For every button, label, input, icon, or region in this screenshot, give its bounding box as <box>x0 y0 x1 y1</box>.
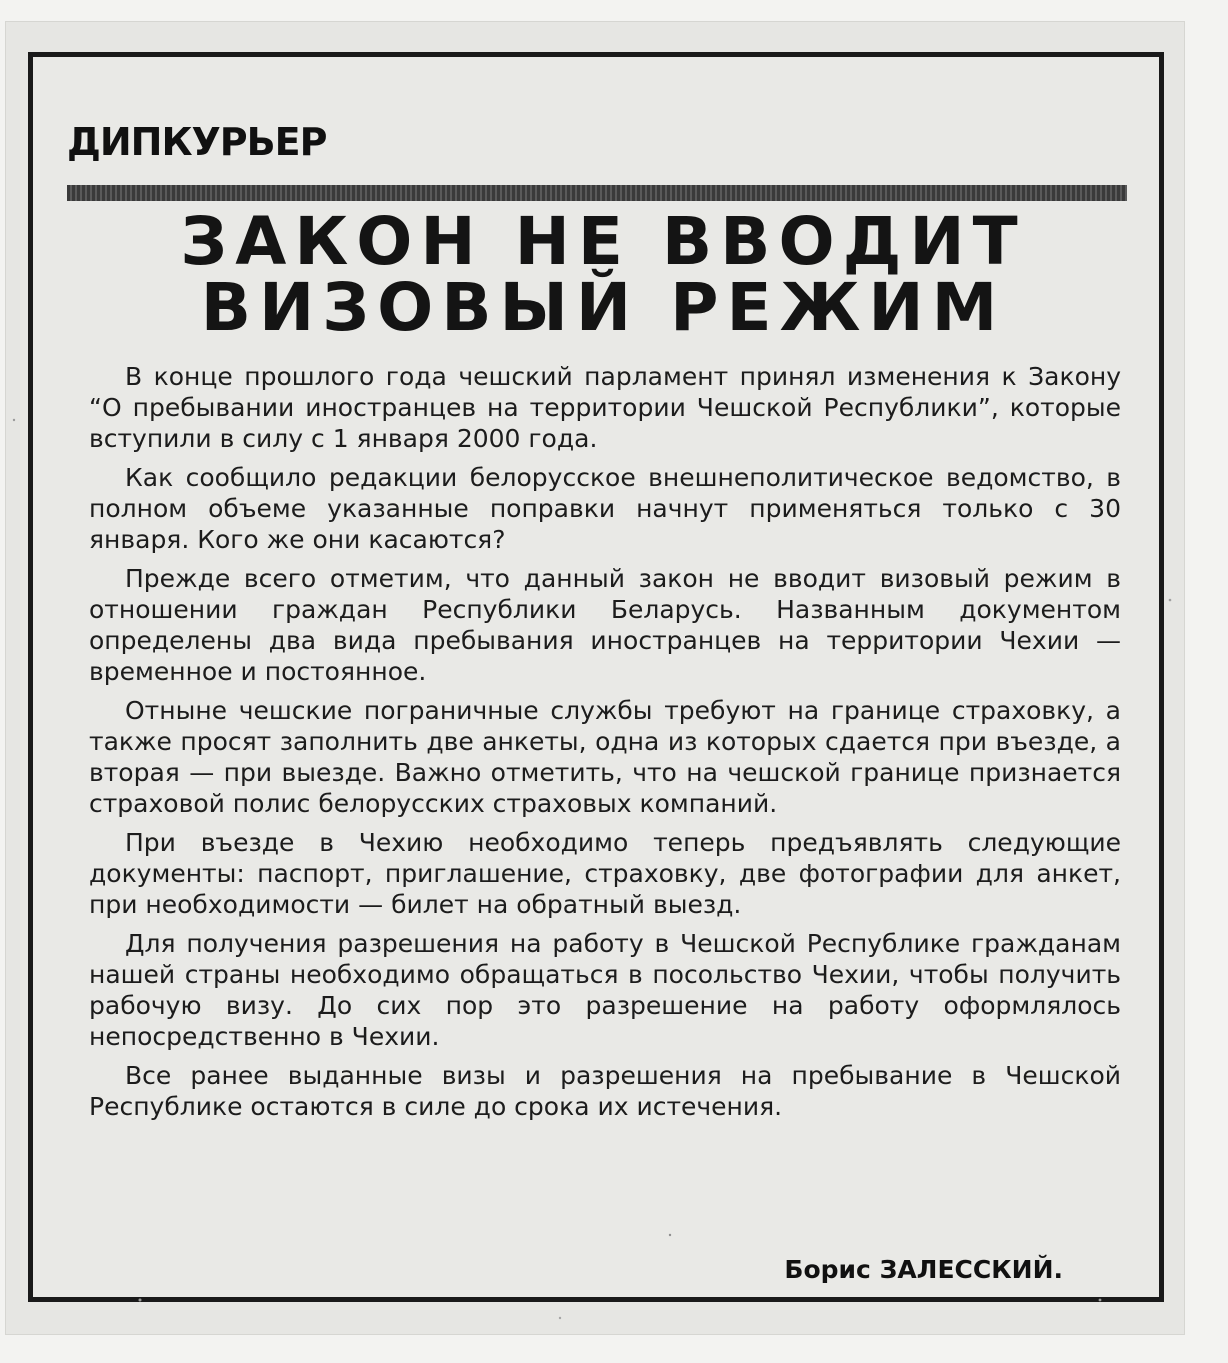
paragraph-4: Отныне чешские пограничные службы требуют на границе страховку, а также просят заполнить две анкеты, одна из которых сдается при въезде, а вторая — при выезде. Важно отметить, что на чешской границе признается страховой полис белорусских страховых компаний. <box>89 696 1121 818</box>
rubric-rule <box>67 185 1127 201</box>
headline <box>93 203 1113 346</box>
article-body <box>89 361 1121 1130</box>
paragraph-6: Для получения разрешения на работу в Чешской Республике гражданам нашей страны необходимо обращаться в посольство Чехии, чтобы получить рабочую визу. До сих пор это разрешение на работу оформлялось непосредственно в Чехии. <box>89 929 1121 1051</box>
paragraph-3: Прежде всего отметим, что данный закон не вводит визовый режим в отношении граждан Республики Беларусь. Названным документом определены два вида пребывания иностранцев на территории Чехии — временное и постоянное. <box>89 564 1121 686</box>
headline-line-1: ЗАКОН НЕ ВВОДИТ <box>180 203 1026 280</box>
newspaper-clipping <box>6 22 1184 1334</box>
paragraph-2: Как сообщило редакции белорусское внешнеполитическое ведомство, в полном объеме указанные поправки начнут применяться только с 30 января. Кого же они касаются? <box>89 463 1121 554</box>
byline: Борис ЗАЛЕССКИЙ. <box>784 1255 1063 1284</box>
rubric-title: ДИПКУРЬЕР <box>67 120 327 164</box>
article-frame <box>28 52 1164 1302</box>
paragraph-7: Все ранее выданные визы и разрешения на пребывание в Чешской Республике остаются в силе до срока их истечения. <box>89 1061 1121 1121</box>
paragraph-1: В конце прошлого года чешский парламент принял изменения к Закону “О пребывании иностранцев на территории Чешской Республики”, которые вступили в силу с 1 января 2000 года. <box>89 362 1121 453</box>
paragraph-5: При въезде в Чехию необходимо теперь предъявлять следующие документы: паспорт, приглашение, страховку, две фотографии для анкет, при необходимости — билет на обратный выезд. <box>89 828 1121 919</box>
headline-line-2: ВИЗОВЫЙ РЕЖИМ <box>200 269 1006 346</box>
